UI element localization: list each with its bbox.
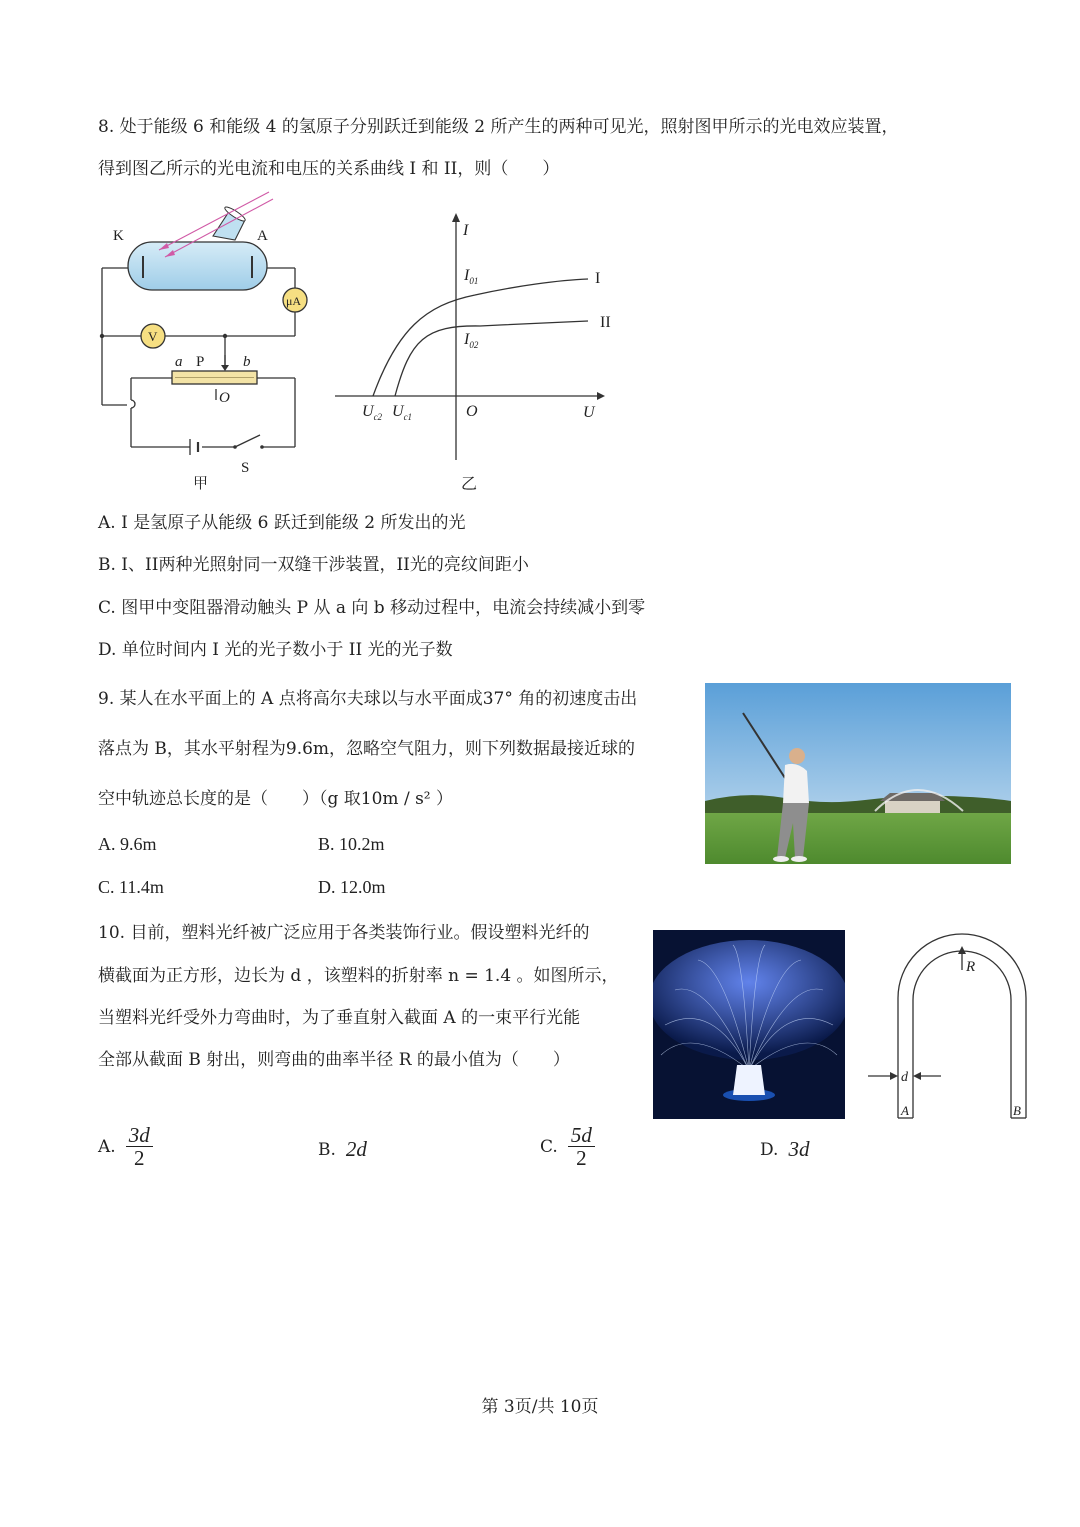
radius-r-label: R bbox=[966, 959, 976, 975]
option-a-denominator: 2 bbox=[133, 1146, 145, 1171]
figure-jia-caption: 甲 bbox=[193, 476, 209, 492]
option-a-fraction bbox=[126, 1124, 153, 1169]
page-number-footer: 第 3页/共 10页 bbox=[481, 1397, 599, 1417]
q8-stem-line2: 得到图乙所示的光电流和电压的关系曲线 I 和 II，则（ ） bbox=[98, 159, 560, 179]
option-c-numerator: 5d bbox=[568, 1124, 595, 1147]
q10-option-a bbox=[98, 1124, 153, 1169]
option-c-letter: C. bbox=[540, 1136, 558, 1157]
bent-fiber-diagram bbox=[865, 928, 1035, 1124]
q8-option-a: A. I 是氢原子从能级 6 跃迁到能级 2 所发出的光 bbox=[98, 513, 466, 533]
end-a-label: A bbox=[901, 1103, 909, 1118]
q10-option-c bbox=[540, 1124, 595, 1169]
q9-stem-line1: 9. 某人在水平面上的 A 点将高尔夫球以与水平面成37° 角的初速度击出 bbox=[98, 689, 638, 709]
q9-stem-line2: 落点为 B，其水平射程为9.6m，忽略空气阻力，则下列数据最接近球的 bbox=[98, 739, 636, 759]
voltage-axis-label: U bbox=[583, 404, 595, 421]
figure-yi-caption: 乙 bbox=[461, 476, 478, 493]
curve-i-label: I bbox=[595, 270, 601, 287]
option-c-denominator: 2 bbox=[576, 1146, 587, 1171]
q10-option-b bbox=[318, 1137, 367, 1162]
q10-stem-line4: 全部从截面 B 射出，则弯曲的曲率半径 R 的最小值为（ ） bbox=[98, 1050, 570, 1070]
stopping-voltage-uc2-label: $U_{c2}$ bbox=[362, 403, 383, 422]
q9-option-c: C. 11.4m bbox=[98, 877, 164, 897]
photocurrent-voltage-graph bbox=[335, 210, 620, 495]
curve-i bbox=[373, 279, 588, 396]
voltmeter-label: V bbox=[148, 329, 158, 344]
stopping-voltage-uc1-label: $U_{c1}$ bbox=[392, 403, 413, 422]
q8-stem-line1: 8. 处于能级 6 和能级 4 的氢原子分别跃迁到能级 2 所产生的两种可见光，照射图甲所示的光电效应装置， bbox=[98, 117, 899, 137]
rheostat-midpoint-o-label: O bbox=[219, 390, 230, 406]
anode-label-a: A bbox=[257, 228, 268, 244]
cathode-label-k: K bbox=[113, 228, 124, 244]
q10-stem-line3: 当塑料光纤受外力弯曲时，为了垂直射入截面 A 的一束平行光能 bbox=[98, 1008, 581, 1028]
q10-stem-line1: 10. 目前，塑料光纤被广泛应用于各类装饰行业。假设塑料光纤的 bbox=[98, 923, 590, 943]
origin-o-label: O bbox=[466, 403, 478, 420]
option-d-letter: D. bbox=[760, 1139, 779, 1160]
q9-stem-line3: 空中轨迹总长度的是（ ）（g 取10m / s² ） bbox=[98, 789, 454, 809]
option-d-value: 3d bbox=[788, 1137, 810, 1161]
option-b-letter: B. bbox=[318, 1139, 336, 1160]
saturation-current-i02-label: $I_{02}$ bbox=[464, 331, 479, 350]
option-a-numerator: 3d bbox=[126, 1124, 153, 1147]
curve-ii-label: II bbox=[600, 314, 611, 331]
option-b-value: 2d bbox=[345, 1137, 367, 1161]
fiber-optic-lamp-photo bbox=[653, 930, 845, 1119]
option-a-letter: A. bbox=[98, 1136, 116, 1157]
rheostat-end-a-label: a bbox=[175, 354, 183, 370]
current-axis-label: I bbox=[463, 222, 469, 239]
q8-option-b: B. I、II两种光照射同一双缝干涉装置，II光的亮纹间距小 bbox=[98, 555, 529, 575]
q10-option-d bbox=[760, 1137, 809, 1162]
golfer-swing-photo bbox=[705, 683, 1011, 864]
microammeter-label: μA bbox=[286, 294, 302, 308]
q8-option-d: D. 单位时间内 I 光的光子数小于 II 光的光子数 bbox=[98, 640, 453, 660]
q9-option-d: D. 12.0m bbox=[318, 877, 386, 897]
q10-stem-line2: 横截面为正方形，边长为 d ，该塑料的折射率 n = 1.4 。如图所示， bbox=[98, 966, 619, 986]
rheostat-end-b-label: b bbox=[243, 354, 251, 370]
option-c-fraction bbox=[568, 1124, 595, 1169]
switch-s-label: S bbox=[241, 460, 250, 476]
curve-ii bbox=[395, 321, 588, 396]
slider-p-label: P bbox=[196, 354, 205, 370]
saturation-current-i01-label: $I_{01}$ bbox=[464, 267, 479, 286]
q8-option-c: C. 图甲中变阻器滑动触头 P 从 a 向 b 移动过程中，电流会持续减小到零 bbox=[98, 598, 646, 618]
end-b-label: B bbox=[1013, 1103, 1021, 1118]
photoelectric-apparatus-figure bbox=[95, 190, 325, 495]
q9-option-a: A. 9.6m bbox=[98, 834, 157, 854]
q9-option-b: B. 10.2m bbox=[318, 834, 385, 854]
width-d-label: d bbox=[901, 1070, 908, 1085]
